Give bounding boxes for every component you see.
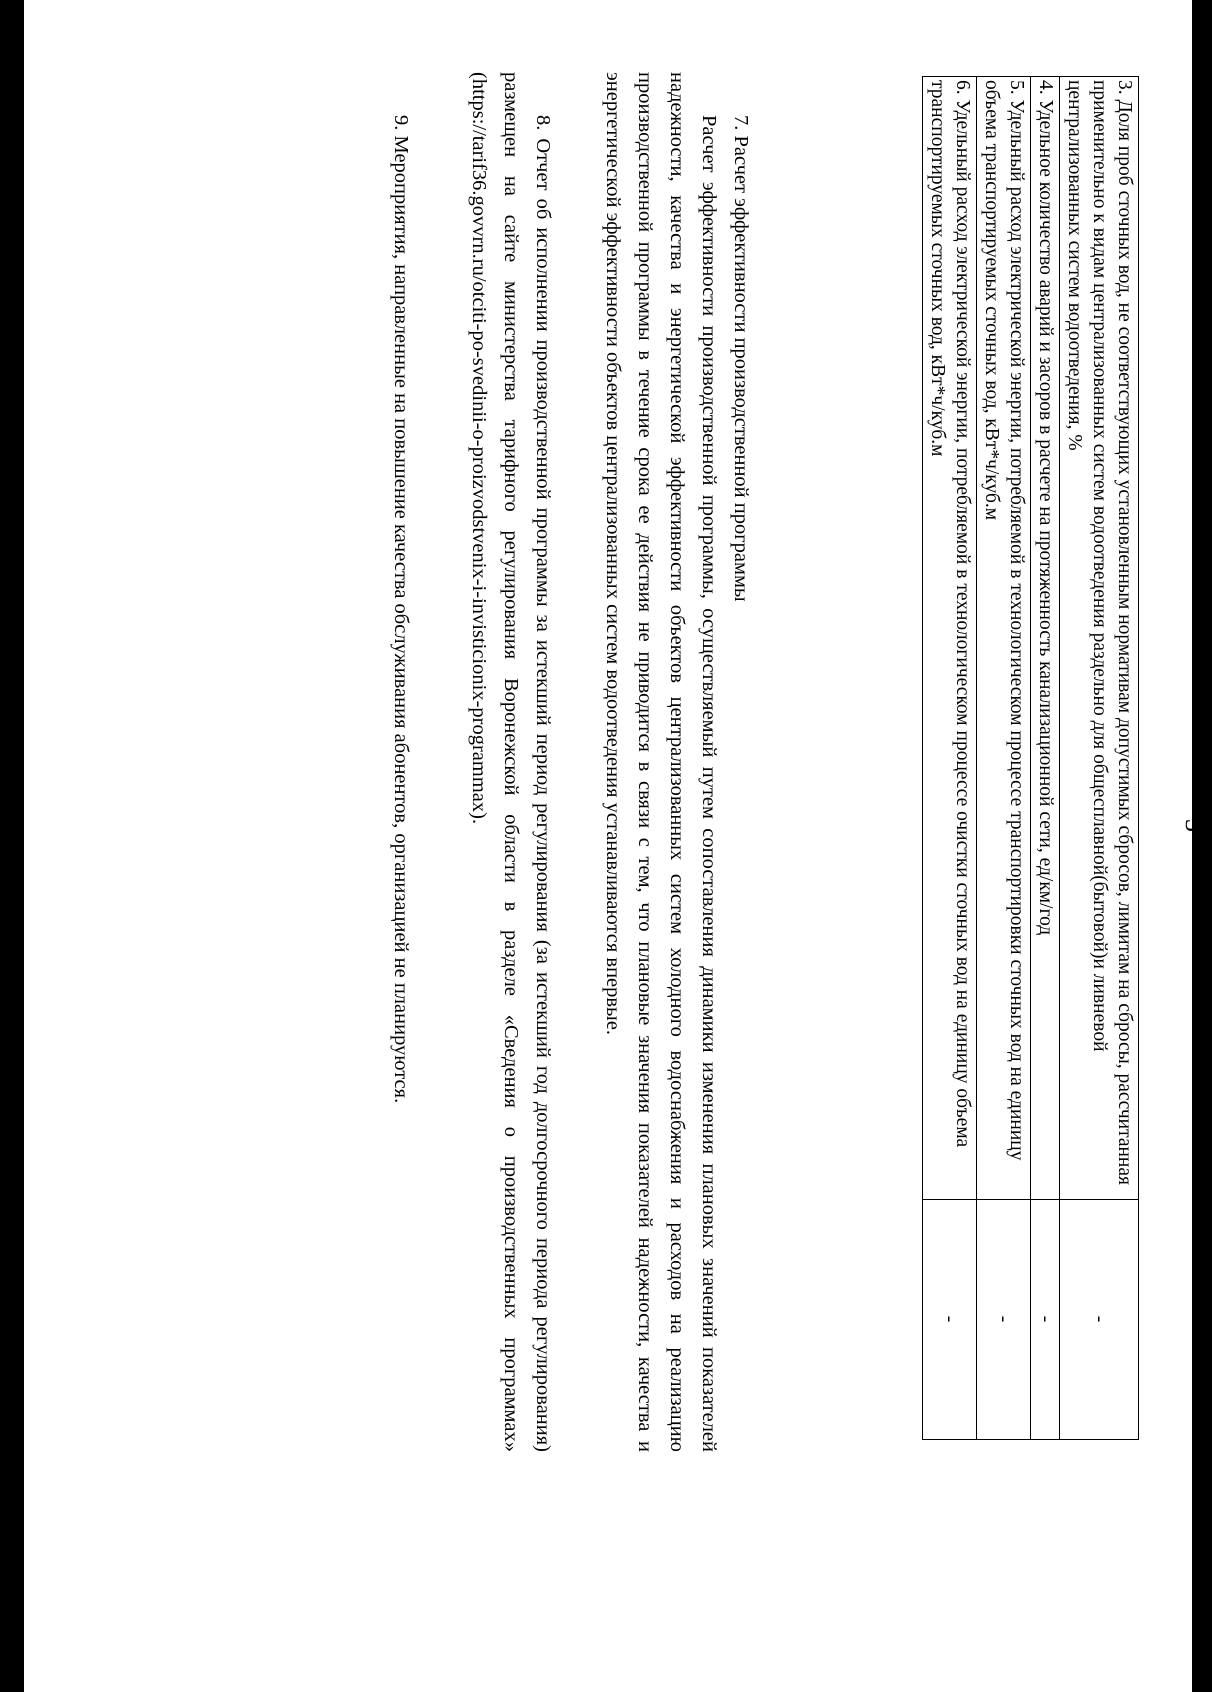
indicator-name: 3. Доля проб сточных вод, не соответствующих установленным нормативам допустимых сбросов, лимитам на сбросы, рассчитанная применительно к видам централизованных систем водоотведения раздельно для общесплавной(бытовой)и ливневой централизованных систем водоотведения, % <box>1060 77 1139 1200</box>
section-9-paragraph: 9. Мероприятия, направленные на повышение качества обслуживания абонентов, организацией не планируются. <box>390 115 412 1104</box>
indicator-name: 4. Удельное количество аварий и засоров в расчете на протяженность канализационной сети, ед/км/год <box>1031 77 1060 1200</box>
indicator-value: - <box>977 1200 1031 1440</box>
table-row <box>977 77 1031 1440</box>
table-row <box>923 77 977 1440</box>
body-text <box>385 72 757 1452</box>
document-page <box>24 0 1209 1692</box>
indicator-value: - <box>1031 1200 1060 1440</box>
indicator-name: 5. Удельный расход электрической энергии, потребляемой в технологическом процессе транспортировки сточных вод на единицу объема транспортируемых сточных вод, кВт*ч/куб.м <box>977 77 1031 1200</box>
page-number: 3 <box>1180 819 1209 832</box>
page-content <box>62 24 1212 1664</box>
table-row <box>1031 77 1060 1440</box>
indicator-value: - <box>923 1200 977 1440</box>
indicator-value: - <box>1060 1200 1139 1440</box>
table-row <box>1060 77 1139 1440</box>
section-7-heading: 7. Расчет эффективности производственной программы <box>730 115 752 602</box>
section-7-paragraph: Расчет эффективности производственной программы, осуществляемый путем сопоставления динамики изменения плановых значений показателей надежности, качества и энергетической эффективности объектов централизованных систем холодного водоснабжения и расходов на реализацию производственной программы в течение срока ее действия не приводится в связи с тем, что плановые значения показателей надежности, качества и энергетической эффективности объектов централизованных систем водоотведения устанавливаются впервые. <box>602 72 720 1452</box>
section-8-paragraph: 8. Отчет об исполнении производственной программы за истекший период регулирования (за истекший год долгосрочного периода регулирования) размещен на сайте министерства тарифного регулирования Воронежской области в разделе «Сведения о производственных программах» (https://tarif36.govvrn.ru/otciti-po-svedinii-o-proizvodstvenix-i-invisticionix-programmax). <box>468 72 554 1452</box>
indicator-name: 6. Удельный расход электрической энергии, потребляемой в технологическом процессе очистки сточных вод на единицу объема транспортируемых сточных вод, кВт*ч/куб.м <box>923 77 977 1200</box>
indicators-table <box>922 76 1139 1440</box>
